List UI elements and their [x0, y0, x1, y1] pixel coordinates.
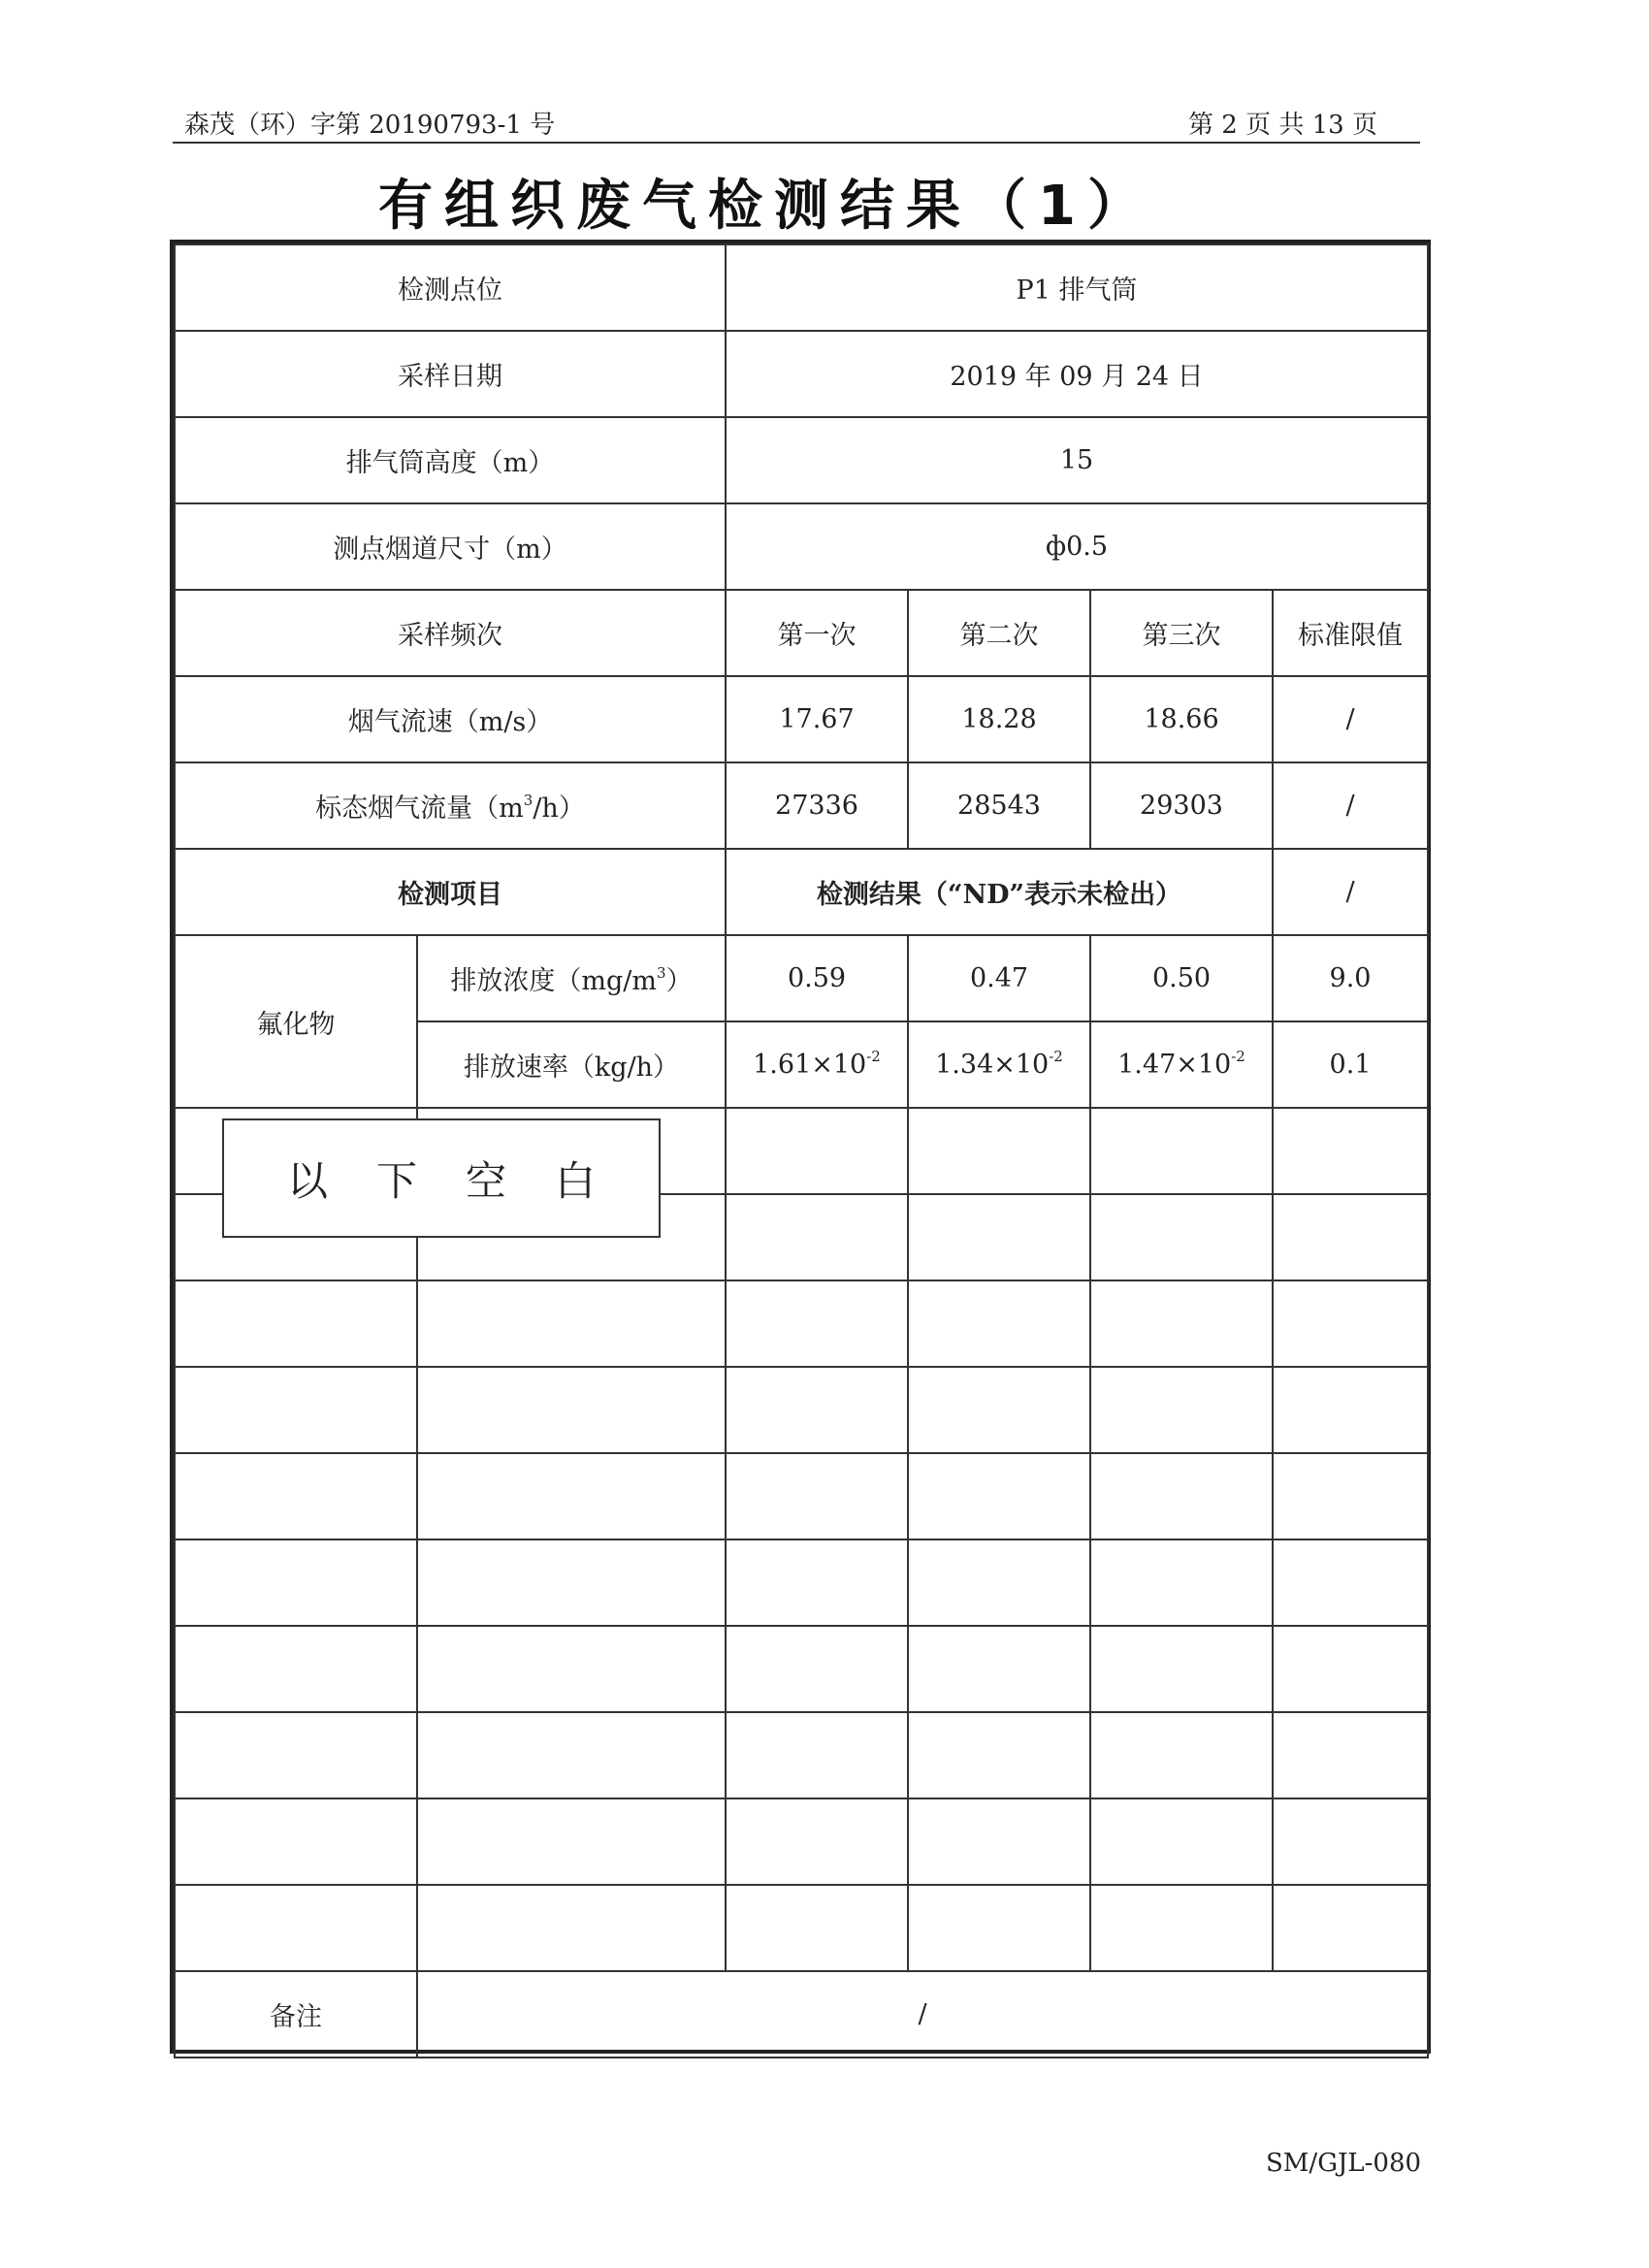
report-number: 森茂（环）字第 20190793-1 号	[184, 111, 556, 140]
cell-value: $1.61\times 10^{-2}$	[726, 1021, 908, 1108]
cell-value: 18.66	[1090, 676, 1273, 762]
table-row	[175, 935, 1428, 1021]
blank-stamp-text: 以下空白	[286, 1156, 644, 1205]
limit-header: /	[1273, 849, 1428, 935]
row-label: 标态烟气流量$(m^3/h)$	[175, 762, 726, 849]
cell-value: 29303	[1090, 762, 1273, 849]
cell-value: $1.47\times 10^{-2}$	[1090, 1021, 1273, 1108]
row-value: P1 排气筒	[726, 244, 1428, 331]
table-row	[175, 762, 1428, 849]
cell-value: /	[1273, 676, 1428, 762]
cell-value: 28543	[908, 762, 1090, 849]
row-label: 检测点位	[175, 244, 726, 331]
cell-value: /	[1273, 762, 1428, 849]
cell-limit: 9.0	[1273, 935, 1428, 1021]
rate-label: 排放速率（kg/h）	[417, 1021, 726, 1108]
row-value: 2019 年 09 月 24 日	[726, 331, 1428, 417]
form-code: SM/GJL-080	[1266, 2149, 1422, 2178]
row-label: 排气筒高度（m）	[175, 417, 726, 503]
remarks-value: /	[417, 1971, 1428, 2057]
remarks-label: 备注	[175, 1971, 417, 2057]
blank-row	[175, 1798, 1428, 1885]
col-header: 第三次	[1090, 590, 1273, 676]
cell-limit: 0.1	[1273, 1021, 1428, 1108]
table-row	[175, 331, 1428, 417]
cell-value: $1.34\times 10^{-2}$	[908, 1021, 1090, 1108]
cell-value: 27336	[726, 762, 908, 849]
col-header: 第二次	[908, 590, 1090, 676]
cell-value: 18.28	[908, 676, 1090, 762]
blank-row	[175, 1626, 1428, 1712]
table-row	[175, 417, 1428, 503]
blank-row	[175, 1453, 1428, 1539]
table-row	[175, 590, 1428, 676]
page-indicator: 第 2 页 共 13 页	[1188, 111, 1377, 140]
row-label: 采样频次	[175, 590, 726, 676]
header-rule	[173, 142, 1420, 144]
col-header: 第一次	[726, 590, 908, 676]
blank-row	[175, 1367, 1428, 1453]
remarks-row	[175, 1971, 1428, 2057]
table-row	[175, 676, 1428, 762]
row-value: 15	[726, 417, 1428, 503]
table-row	[175, 244, 1428, 331]
table-row	[175, 503, 1428, 590]
row-label: 烟气流速（m/s）	[175, 676, 726, 762]
table-row	[175, 849, 1428, 935]
row-label: 测点烟道尺寸（m）	[175, 503, 726, 590]
blank-stamp	[222, 1118, 661, 1238]
pollutant-name: 氟化物	[175, 935, 417, 1108]
cell-value: 17.67	[726, 676, 908, 762]
result-header: 检测结果（“ND”表示未检出）	[726, 849, 1273, 935]
cell-value: 0.47	[908, 935, 1090, 1021]
col-header: 标准限值	[1273, 590, 1428, 676]
conc-label: 排放浓度$(mg/m^3)$	[417, 935, 726, 1021]
blank-row	[175, 1885, 1428, 1971]
cell-value: 0.59	[726, 935, 908, 1021]
blank-row	[175, 1539, 1428, 1626]
row-value: ф0.5	[726, 503, 1428, 590]
page-title: 有组织废气检测结果（1）	[378, 175, 1153, 238]
blank-row	[175, 1280, 1428, 1367]
blank-row	[175, 1712, 1428, 1798]
item-header: 检测项目	[175, 849, 726, 935]
cell-value: 0.50	[1090, 935, 1273, 1021]
row-label: 采样日期	[175, 331, 726, 417]
